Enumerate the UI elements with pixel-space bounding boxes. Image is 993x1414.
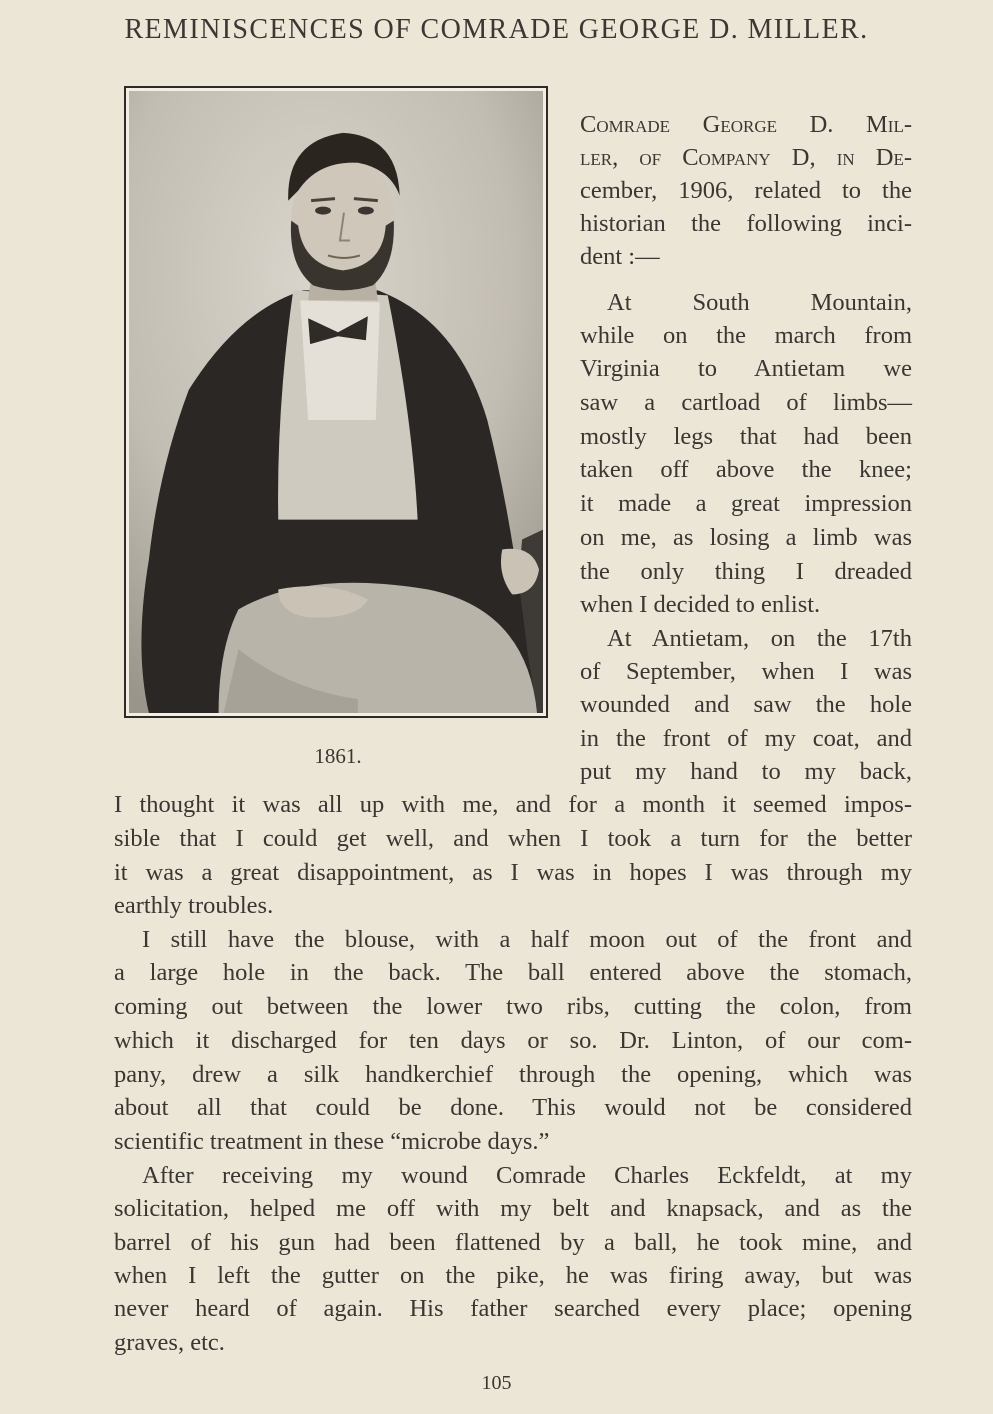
- text-line: Virginia to Antietam we: [580, 355, 912, 382]
- text-line: a large hole in the back. The ball entered above the stomach,: [114, 959, 912, 986]
- running-header: REMINISCENCES OF COMRADE GEORGE D. MILLER.: [124, 14, 869, 45]
- text-line: when I left the gutter on the pike, he was firing away, but was: [114, 1262, 912, 1289]
- text-line: wounded and saw the hole: [580, 691, 912, 718]
- text-line: of September, when I was: [580, 658, 912, 685]
- text-line: graves, etc.: [114, 1329, 225, 1356]
- text-line: it made a great impression: [580, 490, 912, 517]
- text-line: taken off above the knee;: [580, 456, 912, 483]
- text-line: mostly legs that had been: [580, 423, 912, 450]
- text-line: earthly troubles.: [114, 892, 274, 919]
- text-line: it was a great disappointment, as I was in hopes I was through my: [114, 859, 912, 886]
- portrait-image: [129, 91, 543, 713]
- text-line: cember, 1906, related to the: [580, 177, 912, 204]
- text-line: the only thing I dreaded: [580, 558, 912, 585]
- page-number: 105: [481, 1372, 512, 1394]
- text-line: I thought it was all up with me, and for a month it seemed impos-: [114, 791, 912, 818]
- photo-caption: 1861.: [314, 744, 362, 768]
- text-line: ler, of Company D, in De-: [580, 144, 912, 171]
- text-line: Comrade George D. Mil-: [580, 111, 912, 138]
- text-line: in the front of my coat, and: [580, 725, 912, 752]
- text-line: historian the following inci-: [580, 210, 912, 237]
- text-line: I still have the blouse, with a half moon out of the front and: [142, 926, 912, 953]
- text-line: when I decided to enlist.: [580, 591, 821, 618]
- text-line: which it discharged for ten days or so. Dr. Linton, of our com-: [114, 1027, 912, 1054]
- text-line: scientific treatment in these “microbe days.”: [114, 1128, 550, 1155]
- text-line: put my hand to my back,: [580, 758, 912, 785]
- text-line: saw a cartload of limbs—: [580, 389, 912, 416]
- text-line: At South Mountain,: [607, 289, 912, 316]
- text-line: barrel of his gun had been flattened by a ball, he took mine, and: [114, 1229, 912, 1256]
- text-line: coming out between the lower two ribs, cutting the colon, from: [114, 993, 912, 1020]
- text-line: dent :—: [580, 243, 660, 270]
- text-line: solicitation, helped me off with my belt and knapsack, and as the: [114, 1195, 912, 1222]
- text-line: After receiving my wound Comrade Charles Eckfeldt, at my: [142, 1162, 912, 1189]
- text-line: sible that I could get well, and when I took a turn for the better: [114, 825, 912, 852]
- text-line: while on the march from: [580, 322, 912, 349]
- text-line: pany, drew a silk handkerchief through the opening, which was: [114, 1061, 912, 1088]
- text-line: about all that could be done. This would not be considered: [114, 1094, 912, 1121]
- portrait-photo: [124, 86, 548, 718]
- text-line: never heard of again. His father searched every place; opening: [114, 1295, 912, 1322]
- text-line: on me, as losing a limb was: [580, 524, 912, 551]
- text-line: At Antietam, on the 17th: [607, 625, 912, 652]
